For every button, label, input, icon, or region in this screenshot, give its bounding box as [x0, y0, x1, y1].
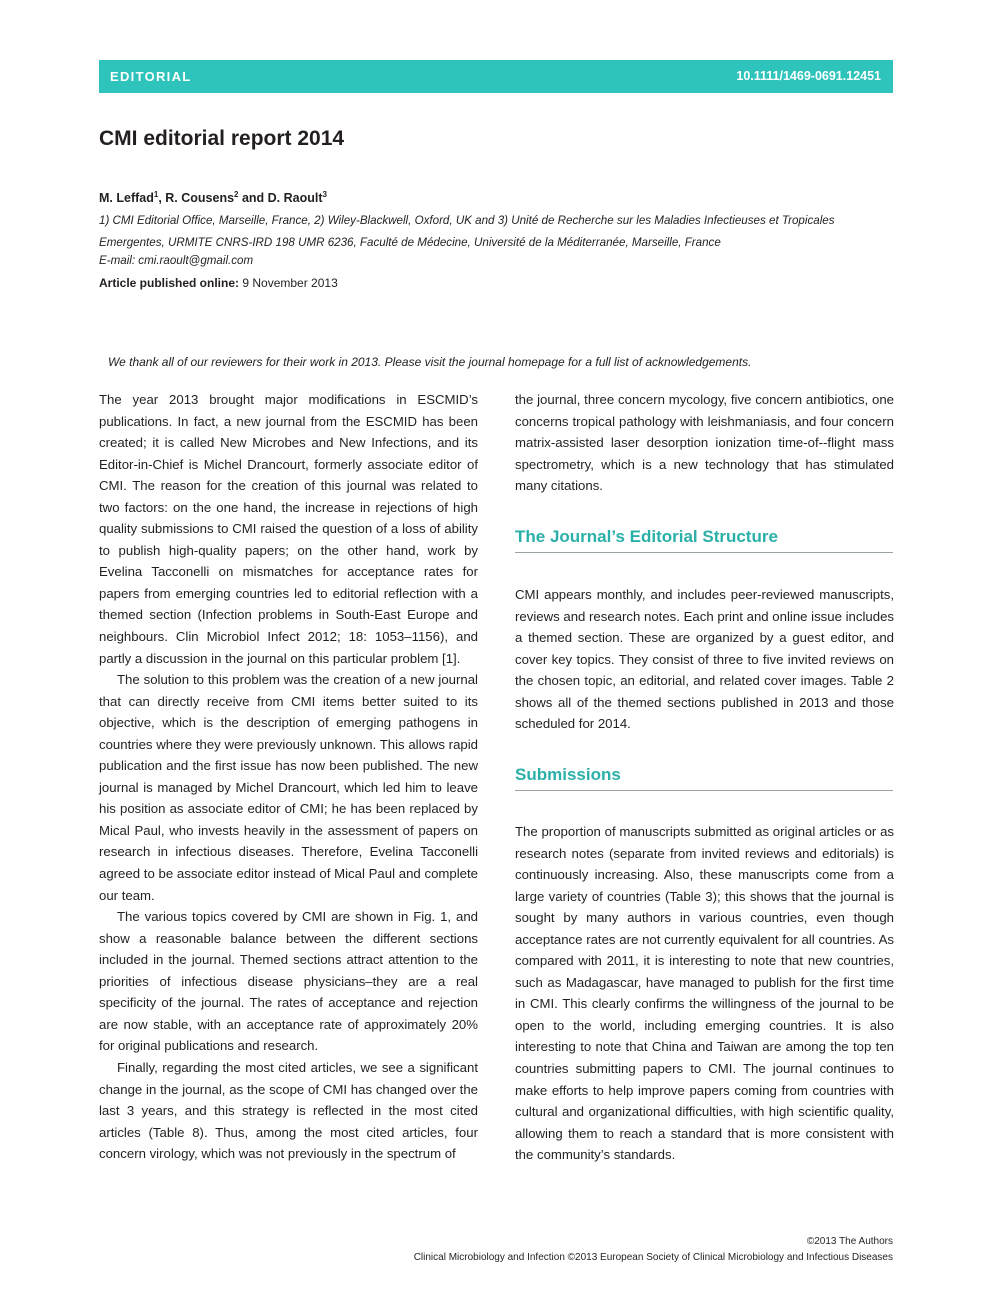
author-separator: , — [158, 191, 166, 206]
body-paragraph: The year 2013 brought major modifications in ESCMID’s publications. In fact, a new journal from the ESCMID has been created; it is called New Microbes and New Infections, and its Editor-in-Chief is Michel Drancourt, formerly associate editor of CMI. The reason for the creation of this journal was related to two factors: on the one hand, the increase in rejections of high quality submissions to CMI raised the question of a loss of ability to publish high-quality papers; on the other hand, work by Evelina Tacconelli on mismatches for acceptance rates for papers from emerging countries led to editorial reflection with a themed section (Infection problems in South-East Europe and neighbours. Clin Microbiol Infect 2012; 18: 1053–1156), and partly a discussion in the journal on this particular problem [1]. — [99, 392, 478, 666]
body-paragraph: The solution to this problem was the creation of a new journal that can directly receive from CMI items better suited to its objective, which is the description of emerging pathogens in countries where they were previously unknown. This allows rapid publication and the first issue has now been published. The new journal is managed by Michel Drancourt, which led him to leave his position as associate editor of CMI; he has been replaced by Mical Paul, who invests heavily in the assessment of papers on research in infectious diseases. Therefore, Evelina Tacconelli agreed to be associate editor instead of Mical Paul and complete our team. — [99, 672, 478, 903]
editorial-structure-section — [515, 584, 894, 735]
section-heading-submissions: Submissions — [515, 765, 893, 791]
body-paragraph: Finally, regarding the most cited articles, we see a significant change in the journal, as the scope of CMI has changed over the last 3 years, and this strategy is reflected in the most cited articles (Table 8). Thus, among the most cited articles, four concern virology, which was not previously in the spectrum of — [99, 1059, 478, 1162]
doi-link[interactable]: 10.1111/1469-0691.12451 — [736, 69, 881, 83]
body-paragraph: the journal, three concern mycology, five concern antibiotics, one concerns tropical pathology with leishmaniasis, and four concern matrix-assisted laser desorption ionization time-of--flight mass spectrometry, which is a new technology that has stimulated many citations. — [515, 392, 894, 494]
right-column-continuation — [515, 389, 894, 497]
author-name: R. Cousens — [165, 191, 235, 206]
author-affiliation-mark: 1 — [153, 190, 159, 199]
submissions-section — [515, 821, 894, 1166]
section-label: EDITORIAL — [110, 69, 192, 84]
author-name: M. Leffad — [99, 191, 154, 206]
author-list — [99, 190, 327, 205]
section-heading-editorial-structure: The Journal’s Editorial Structure — [515, 527, 893, 553]
author-affiliation-mark: 2 — [234, 190, 239, 199]
footer-copyright: ©2013 The Authors — [806, 1236, 893, 1247]
contact-email[interactable]: E-mail: cmi.raoult@gmail.com — [99, 254, 254, 267]
footer-journal-line: Clinical Microbiology and Infection ©2013 European Society of Clinical Microbiology and Infectious Diseases — [413, 1252, 893, 1263]
author-separator: and — [238, 191, 268, 206]
left-column — [99, 389, 478, 1165]
author-affiliation-mark: 3 — [322, 190, 327, 199]
article-title: CMI editorial report 2014 — [99, 127, 345, 150]
publication-date — [99, 276, 338, 290]
affiliations: 1) CMI Editorial Office, Marseille, France, 2) Wiley-Blackwell, Oxford, UK and 3) Unité de Recherche sur les Maladies Infectieuses et Tropicales Emergentes, URMITE CNRS-IRD 198 UMR 6236, Faculté de Médecine, Université de la Méditerranée, Marseille, France — [99, 214, 835, 249]
acknowledgement-note: We thank all of our reviewers for their work in 2013. Please visit the journal homepage for a full list of acknowledgements. — [108, 355, 752, 369]
section-banner — [99, 60, 893, 93]
author-name: D. Raoult — [267, 191, 323, 206]
publication-date-label: Article published online: — [99, 276, 240, 290]
body-paragraph: The various topics covered by CMI are shown in Fig. 1, and show a reasonable balance between the different sections included in the journal. Themed sections attract attention to the priorities of infectious disease physicians–they are a real specificity of the journal. The rates of acceptance and rejection are now stable, with an acceptance rate of approximately 20% for original publications and research. — [99, 909, 478, 1054]
body-paragraph: The proportion of manuscripts submitted as original articles or as research notes (separate from invited reviews and editorials) is continuously increasing. Also, these manuscripts come from a large variety of countries (Table 3); this shows that the journal is sought by many authors in various countries, even though acceptance rates are not currently equivalent for all countries. As compared with 2011, it is interesting to note that new countries, such as Madagascar, have managed to publish for the first time in CMI. This clearly confirms the willingness of the journal to be open to the world, including emerging countries. It is also interesting to note that China and Taiwan are among the top ten countries submitting papers to CMI. The journal continues to make efforts to help improve papers coming from countries with cultural and organizational difficulties, with high scientific quality, allowing them to reach a standard that is more consistent with the community’s standards. — [515, 824, 894, 1163]
publication-date-value: 9 November 2013 — [239, 276, 338, 290]
body-paragraph: CMI appears monthly, and includes peer-reviewed manuscripts, reviews and research notes. Each print and online issue includes a themed section. These are organized by a guest editor, and cover key topics. They consist of three to five invited reviews on the chosen topic, an editorial, and related cover images. Table 2 shows all of the themed sections published in 2013 and those scheduled for 2014. — [515, 587, 894, 732]
